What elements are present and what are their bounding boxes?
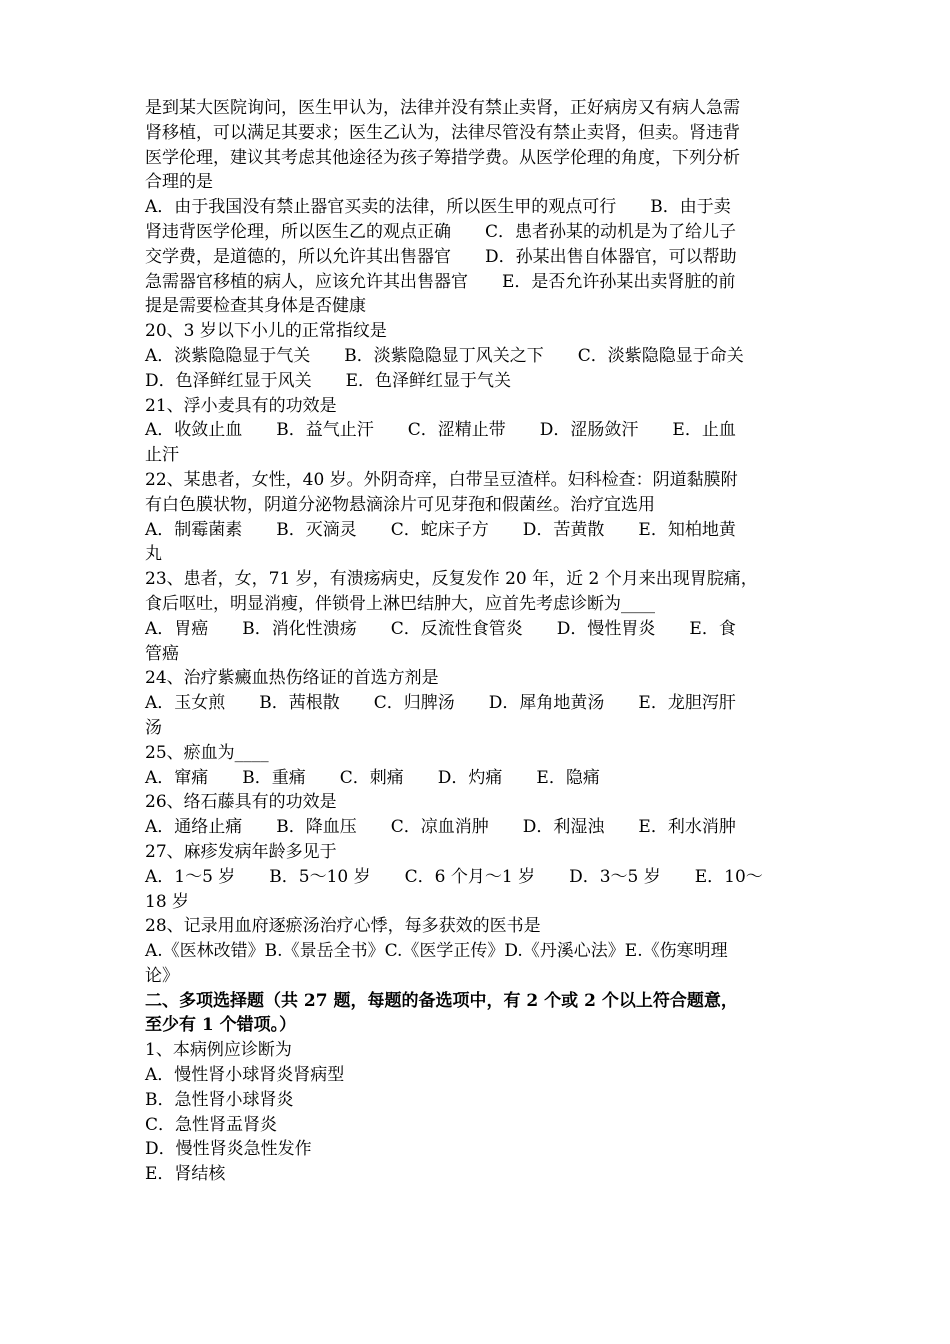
text-line: A．通络止痛 B．降血压 C．凉血消肿 D．利湿浊 E．利水消肿 <box>145 817 736 838</box>
text-line: A．胃癌 B．消化性溃疡 C．反流性食管炎 D．慢性胃炎 E．食 <box>145 618 736 639</box>
text-line: A．1～5 岁 B．5～10 岁 C．6 个月～1 岁 D．3～5 岁 E．10～ <box>145 866 763 887</box>
text-line: 交学费，是道德的，所以允许其出售器官 D．孙某出售自体器官，可以帮助 <box>145 246 737 267</box>
text-line: 肾违背医学伦理，所以医生乙的观点正确 C．患者孙某的动机是为了给儿子 <box>145 221 737 242</box>
text-line: 急需器官移植的病人，应该允许其出售器官 E．是否允许孙某出卖肾脏的前 <box>145 271 736 292</box>
text-line: A．窜痛 B．重痛 C．刺痛 D．灼痛 E．隐痛 <box>145 767 600 788</box>
text-line: 论》 <box>145 965 179 986</box>
text-line: 食后呕吐，明显消瘦，伴锁骨上淋巴结肿大，应首先考虑诊断为____ <box>145 593 655 614</box>
text-line: D．色泽鲜红显于风关 E．色泽鲜红显于气关 <box>145 370 512 391</box>
text-line: 合理的是 <box>145 172 213 193</box>
text-line: 有白色膜状物，阴道分泌物悬滴涂片可见芽孢和假菌丝。治疗宜选用 <box>145 494 655 515</box>
text-line: 管癌 <box>145 643 179 664</box>
text-line: A.《医林改错》B.《景岳全书》C.《医学正传》D.《丹溪心法》E.《伤寒明理 <box>145 941 728 962</box>
answer-option: D．慢性肾炎急性发作 <box>145 1139 312 1160</box>
text-line: 是到某大医院询问，医生甲认为，法律并没有禁止卖肾，正好病房又有病人急需 <box>145 98 740 118</box>
text-line: 26、络石藤具有的功效是 <box>145 792 337 813</box>
text-line: 23、患者，女，71 岁，有溃疡病史，反复发作 20 年，近 2 个月来出现胃脘痛， <box>145 569 758 590</box>
text-line: 18 岁 <box>145 891 190 912</box>
text-line: 27、麻疹发病年龄多见于 <box>145 841 337 862</box>
text-line: 24、治疗紫癜血热伤络证的首选方剂是 <box>145 668 439 689</box>
text-line: 丸 <box>145 544 162 565</box>
section-heading <box>145 989 810 1039</box>
question-text-block <box>145 96 810 989</box>
multi-choice-question <box>145 1038 810 1187</box>
text-line: 28、记录用血府逐瘀汤治疗心悸，每多获效的医书是 <box>145 916 541 937</box>
text-line: 止汗 <box>145 445 179 466</box>
answer-option: A．慢性肾小球肾炎肾病型 <box>145 1065 345 1086</box>
text-line: 医学伦理，建议其考虑其他途径为孩子筹措学费。从医学伦理的角度，下列分析 <box>145 147 740 168</box>
question-stem: 1、本病例应诊断为 <box>145 1040 292 1061</box>
text-line: 22、某患者，女性，40 岁。外阴奇痒，白带呈豆渣样。妇科检查：阴道黏膜附 <box>145 469 738 490</box>
text-line: A．收敛止血 B．益气止汗 C．涩精止带 D．涩肠敛汗 E．止血 <box>145 420 736 441</box>
answer-option: C．急性肾盂肾炎 <box>145 1114 278 1135</box>
answer-option: E．肾结核 <box>145 1164 226 1185</box>
text-line: 20、3 岁以下小儿的正常指纹是 <box>145 321 387 342</box>
text-line: 汤 <box>145 717 162 738</box>
text-line: A．玉女煎 B．茜根散 C．归脾汤 D．犀角地黄汤 E．龙胆泻肝 <box>145 693 736 714</box>
text-line: 肾移植，可以满足其要求；医生乙认为，法律尽管没有禁止卖肾，但卖。肾违背 <box>145 122 740 143</box>
answer-option: B．急性肾小球肾炎 <box>145 1089 294 1110</box>
text-line: A．制霉菌素 B．灭滴灵 C．蛇床子方 D．苦黄散 E．知柏地黄 <box>145 519 736 540</box>
text-line: 25、瘀血为____ <box>145 742 269 763</box>
text-line: 21、浮小麦具有的功效是 <box>145 395 337 416</box>
section-heading-line: 至少有 1 个错项。） <box>145 1015 297 1036</box>
section-heading-line: 二、多项选择题（共 27 题，每题的备选项中，有 2 个或 2 个以上符合题意， <box>145 990 738 1011</box>
text-line: A．由于我国没有禁止器官买卖的法律，所以医生甲的观点可行 B．由于卖 <box>145 197 731 218</box>
text-line: A．淡紫隐隐显于气关 B．淡紫隐隐显丁风关之下 C．淡紫隐隐显于命关 <box>145 345 744 366</box>
text-line: 提是需要检查其身体是否健康 <box>145 296 366 317</box>
